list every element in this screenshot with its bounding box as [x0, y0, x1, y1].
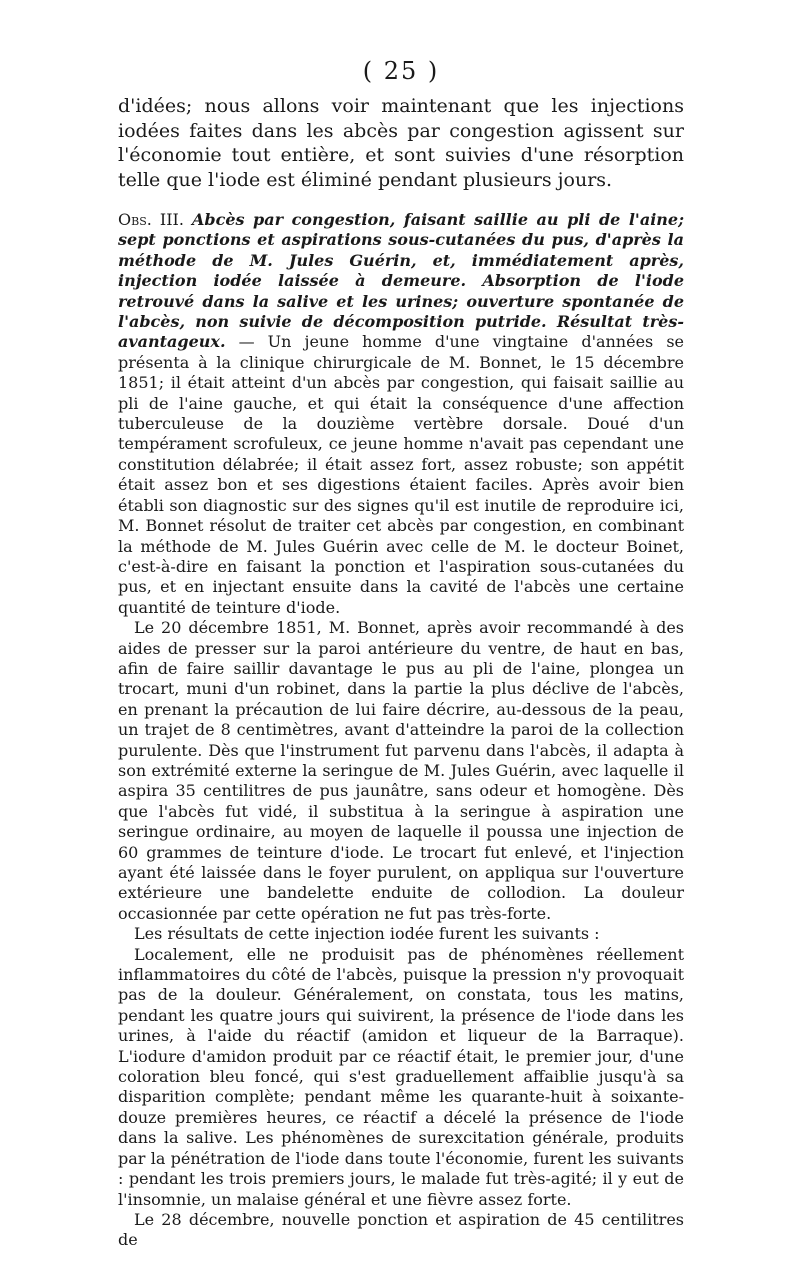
paragraph-results-heading: Les résultats de cette injection iodée furent les suivants : [134, 924, 600, 944]
intro-text: d'idées; nous allons voir maintenant que les injections iodées faites dans les abcès par congestion agissent sur l'économie tout entière, et sont suivies d'une résorption telle que l'iode est éliminé pendant plusieurs jours. [118, 95, 684, 191]
intro-paragraph [118, 94, 684, 192]
observation-label: Obs. III. [118, 210, 184, 229]
page-number: ( 25 ) [362, 57, 440, 85]
paragraph-operation: Le 20 décembre 1851, M. Bonnet, après avoir recommandé à des aides de presser sur la paroi antérieure du ventre, de haut en bas, afin de faire saillir davantage le pus au pli de l'aine, plongea un trocart, muni d'un robinet, dans la partie la plus déclive de l'abcès, en prenant la précaution de lui faire décrire, au-dessous de la peau, un trajet de 8 centimètres, avant d'atteindre la paroi de la collection purulente. Dès que l'instrument fut parvenu dans l'abcès, il adapta à son extrémité externe la seringue de M. Jules Guérin, avec laquelle il aspira 35 centilitres de pus jaunâtre, sans odeur et homogène. Dès que l'abcès fut vidé, il substitua à la seringue à aspiration une seringue ordinaire, au moyen de laquelle il poussa une injection de 60 grammes de teinture d'iode. Le trocart fut enlevé, et l'injection ayant été laissée dans le foyer purulent, on appliqua sur l'ouverture extérieure une bandelette enduite de collodion. La douleur occasionnée par cette opération ne fut pas très-forte. [118, 618, 684, 923]
observation-title: Abcès par congestion, faisant saillie au pli de l'aine; sept ponctions et aspirations sous-cutanées du pus, d'après la méthode de M. Jules Guérin, et, immédiatement après, injection iodée laissée à demeure. Absorption de l'iode retrouvé dans la salive et les urines; ouverture spontanée de l'abcès, non suivie de décomposition putride. Résultat très-avantageux. [118, 210, 684, 352]
observation-paragraph [118, 210, 684, 618]
paragraph-effects: Localement, elle ne produisit pas de phénomènes réellement inflammatoires du côté de l'abcès, puisque la pression n'y provoquait pas de la douleur. Généralement, on constata, tous les matins, pendant les quatre jours qui suivirent, la présence de l'iode dans les urines, à l'aide du réactif (amidon et liqueur de la Barraque). L'iodure d'amidon produit par ce réactif était, le premier jour, d'une coloration bleu foncé, qui s'est graduellement affaiblie jusqu'à sa disparition complète; pendant même les quarante-huit à soixante-douze premières heures, ce réactif a décelé la présence de l'iode dans la salive. Les phénomènes de surexcitation générale, produits par la pénétration de l'iode dans toute l'économie, furent les suivants : pendant les trois premiers jours, le malade fut très-agité; il y eut de l'insomnie, un malaise général et une fièvre assez forte. [118, 944, 684, 1209]
observation-body: — Un jeune homme d'une vingtaine d'années se présenta à la clinique chirurgicale de M. Bonnet, le 15 décembre 1851; il était atteint d'un abcès par congestion, qui faisait saillie au pli de l'aine gauche, et qui était la conséquence d'une affection tuberculeuse de la douzième vertèbre dorsale. Doué d'un tempérament scrofuleux, ce jeune homme n'avait pas cependant une constitution délabrée; il était assez fort, assez robuste; son appétit était assez bon et ses digestions étaient faciles. Après avoir bien établi son diagnostic sur des signes qu'il est inutile de reproduire ici, M. Bonnet résolut de traiter cet abcès par congestion, en combinant la méthode de M. Jules Guérin avec celle de M. le docteur Boinet, c'est-à-dire en faisant la ponction et l'aspiration sous-cutanées du pus, et en injectant ensuite dans la cavité de l'abcès une certaine quantité de teinture d'iode. [118, 332, 685, 617]
book-page [118, 56, 684, 1251]
paragraph-continuation: Le 28 décembre, nouvelle ponction et aspiration de 45 centilitres de [118, 1209, 684, 1250]
